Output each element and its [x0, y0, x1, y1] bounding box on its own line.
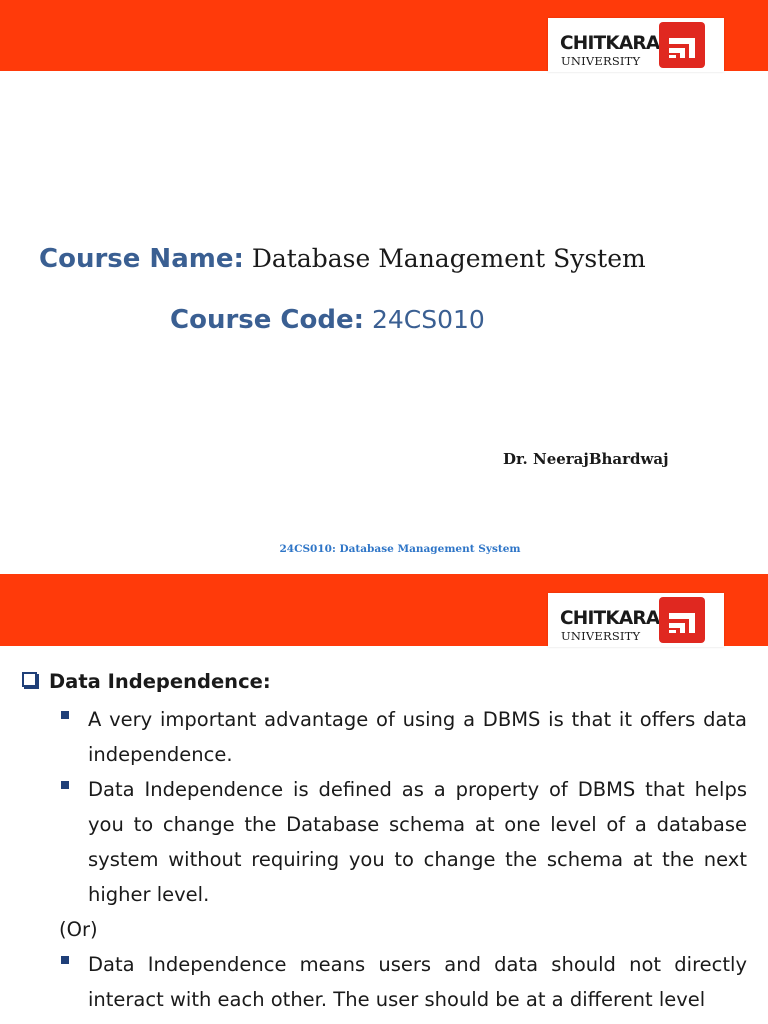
chitkara-logo-mark-icon	[659, 22, 705, 68]
content-slide	[0, 574, 768, 1024]
course-code-value: 24CS010	[364, 305, 485, 334]
bullet-item: Data Independence is defined as a property of DBMS that helps you to change the Database schema at one level of a database system without requiring you to change the schema at the next higher level.	[88, 778, 747, 906]
logo-wordmark: CHITKARA	[560, 608, 660, 629]
checkbox-bullet-icon	[22, 672, 37, 687]
bullet-item: A very important advantage of using a DBMS is that it offers data independence.	[88, 708, 747, 766]
slide-footer	[0, 543, 768, 555]
square-bullet-icon	[61, 711, 69, 719]
logo-wordmark: CHITKARA	[560, 33, 660, 54]
author-name: Dr. NeerajBhardwaj	[503, 450, 669, 468]
university-logo	[548, 593, 724, 647]
course-name-label: Course Name:	[39, 244, 244, 274]
university-logo	[548, 18, 724, 72]
heading-text: Data Independence:	[49, 670, 271, 693]
course-name	[39, 240, 646, 281]
course-code-label: Course Code:	[170, 305, 365, 335]
square-bullet-icon	[61, 956, 69, 964]
logo-subtitle: UNIVERSITY	[561, 629, 641, 643]
square-bullet-icon	[61, 781, 69, 789]
or-text: (Or)	[59, 918, 98, 941]
course-code	[170, 301, 485, 342]
footer-text: 24CS010: Database Management System	[279, 543, 521, 555]
chitkara-logo-mark-icon	[659, 597, 705, 643]
bullet-item: Data Independence means users and data should not directly interact with each other. The user should be at a different level	[88, 953, 747, 1011]
course-name-value: Database Management System	[243, 244, 646, 273]
logo-subtitle: UNIVERSITY	[561, 54, 641, 68]
